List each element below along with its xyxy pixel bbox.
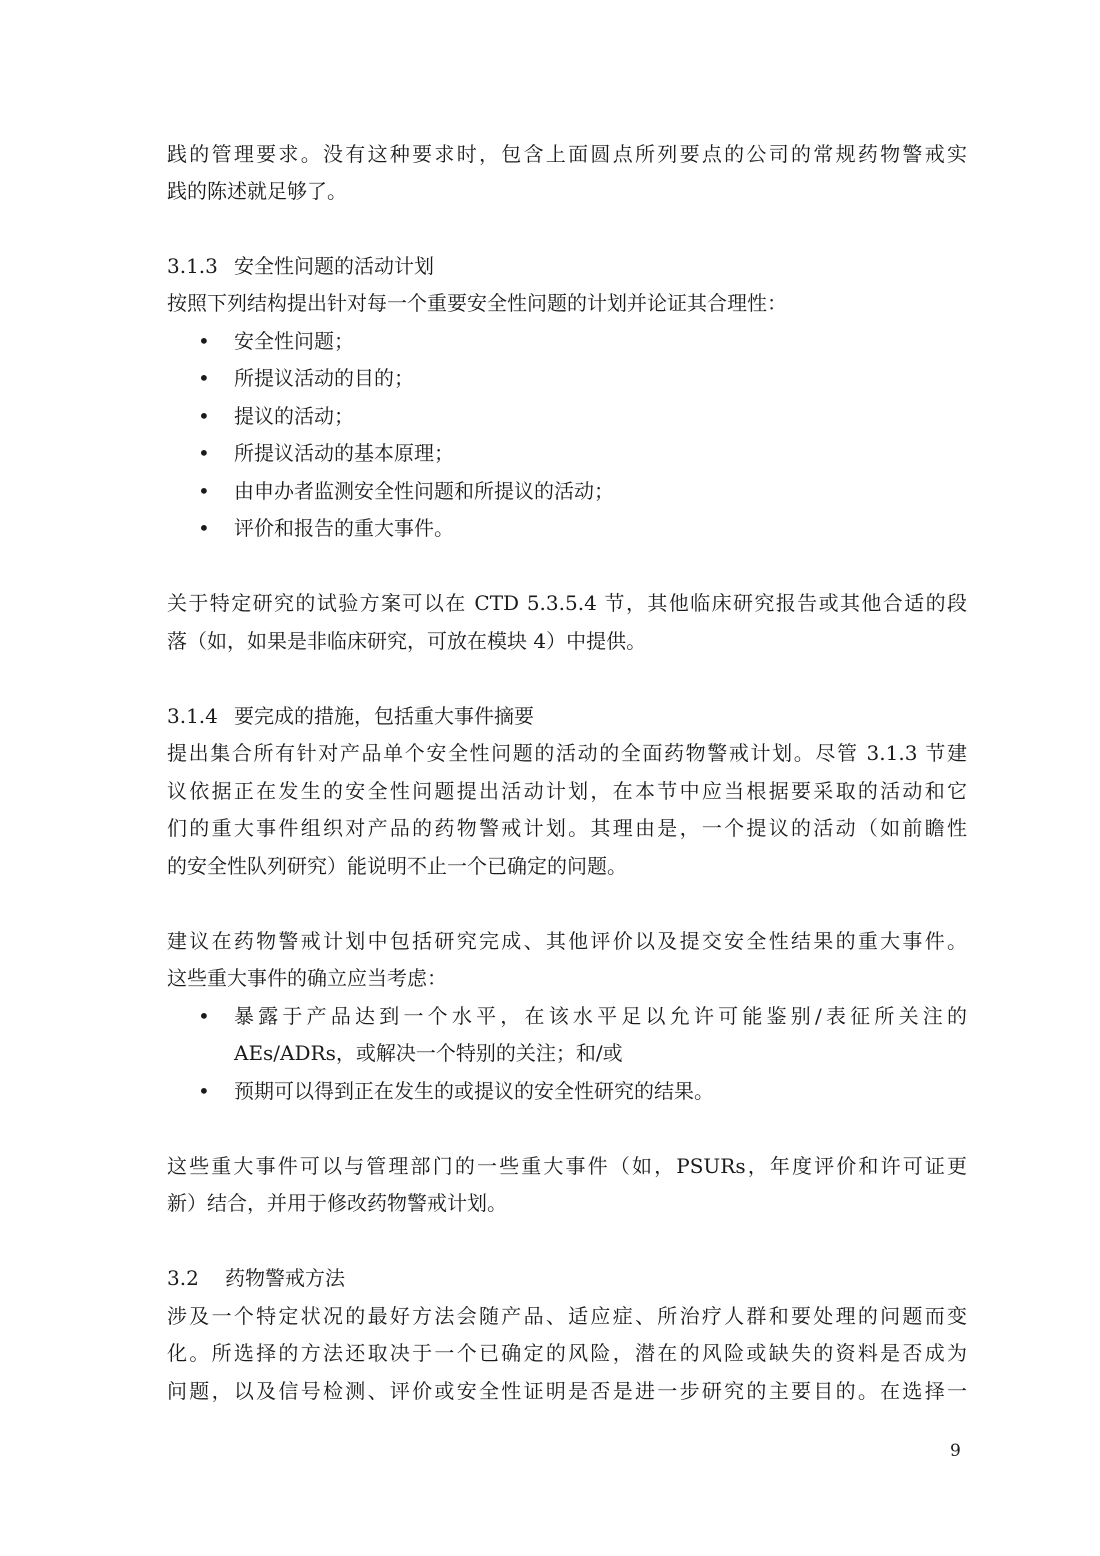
- list-item: 安全性问题；: [234, 329, 354, 353]
- paragraph-line: 建议在药物警戒计划中包括研究完成、其他评价以及提交安全性结果的重大事件。: [167, 929, 967, 953]
- section-heading-3-1-3: [167, 254, 434, 278]
- bullet-icon: •: [198, 1079, 210, 1103]
- list-item: 由申办者监测安全性问题和所提议的活动；: [234, 479, 614, 503]
- paragraph-line: 新）结合，并用于修改药物警戒计划。: [167, 1191, 507, 1215]
- section-title: 要完成的措施，包括重大事件摘要: [234, 704, 534, 728]
- bullet-icon: •: [198, 1004, 210, 1028]
- section-title: 药物警戒方法: [225, 1266, 345, 1290]
- bullet-icon: •: [198, 479, 210, 503]
- section-heading-3-2: [167, 1266, 345, 1290]
- section-intro: 按照下列结构提出针对每一个重要安全性问题的计划并论证其合理性：: [167, 291, 787, 315]
- paragraph-line: 化。所选择的方法还取决于一个已确定的风险，潜在的风险或缺失的资料是否成为: [167, 1341, 967, 1365]
- bullet-icon: •: [198, 329, 210, 353]
- list-item: 评价和报告的重大事件。: [234, 516, 454, 540]
- bullet-icon: •: [198, 404, 210, 428]
- section-number: 3.1.3: [167, 254, 218, 278]
- paragraph-line: 提出集合所有针对产品单个安全性问题的活动的全面药物警戒计划。尽管 3.1.3 节建: [167, 741, 967, 765]
- paragraph-line: 这些重大事件的确立应当考虑：: [167, 966, 447, 990]
- paragraph-line: 这些重大事件可以与管理部门的一些重大事件（如，PSURs，年度评价和许可证更: [167, 1154, 967, 1178]
- page-number: 9: [950, 1441, 961, 1461]
- paragraph-line: 践的陈述就足够了。: [167, 179, 347, 203]
- section-heading-3-1-4: [167, 704, 534, 728]
- list-item: 预期可以得到正在发生的或提议的安全性研究的结果。: [234, 1079, 714, 1103]
- paragraph-line: 们的重大事件组织对产品的药物警戒计划。其理由是，一个提议的活动（如前瞻性: [167, 816, 967, 840]
- paragraph-line: 关于特定研究的试验方案可以在 CTD 5.3.5.4 节，其他临床研究报告或其他合适的段: [167, 591, 967, 615]
- list-item-line: 暴露于产品达到一个水平，在该水平足以允许可能鉴别/表征所关注的: [234, 1004, 967, 1028]
- section-number: 3.1.4: [167, 704, 218, 728]
- bullet-icon: •: [198, 366, 210, 390]
- paragraph-line: 践的管理要求。没有这种要求时，包含上面圆点所列要点的公司的常规药物警戒实: [167, 142, 967, 166]
- bullet-icon: •: [198, 516, 210, 540]
- paragraph-line: 涉及一个特定状况的最好方法会随产品、适应症、所治疗人群和要处理的问题而变: [167, 1304, 967, 1328]
- list-item: 所提议活动的目的；: [234, 366, 414, 390]
- list-item: 所提议活动的基本原理；: [234, 441, 454, 465]
- section-number: 3.2: [167, 1266, 199, 1290]
- bullet-icon: •: [198, 441, 210, 465]
- list-item-line: AEs/ADRs，或解决一个特别的关注；和/或: [234, 1041, 623, 1065]
- paragraph-line: 问题，以及信号检测、评价或安全性证明是否是进一步研究的主要目的。在选择一: [167, 1379, 967, 1403]
- list-item: 提议的活动；: [234, 404, 354, 428]
- paragraph-line: 议依据正在发生的安全性问题提出活动计划，在本节中应当根据要采取的活动和它: [167, 779, 967, 803]
- section-title: 安全性问题的活动计划: [234, 254, 434, 278]
- paragraph-line: 落（如，如果是非临床研究，可放在模块 4）中提供。: [167, 629, 647, 653]
- paragraph-line: 的安全性队列研究）能说明不止一个已确定的问题。: [167, 854, 627, 878]
